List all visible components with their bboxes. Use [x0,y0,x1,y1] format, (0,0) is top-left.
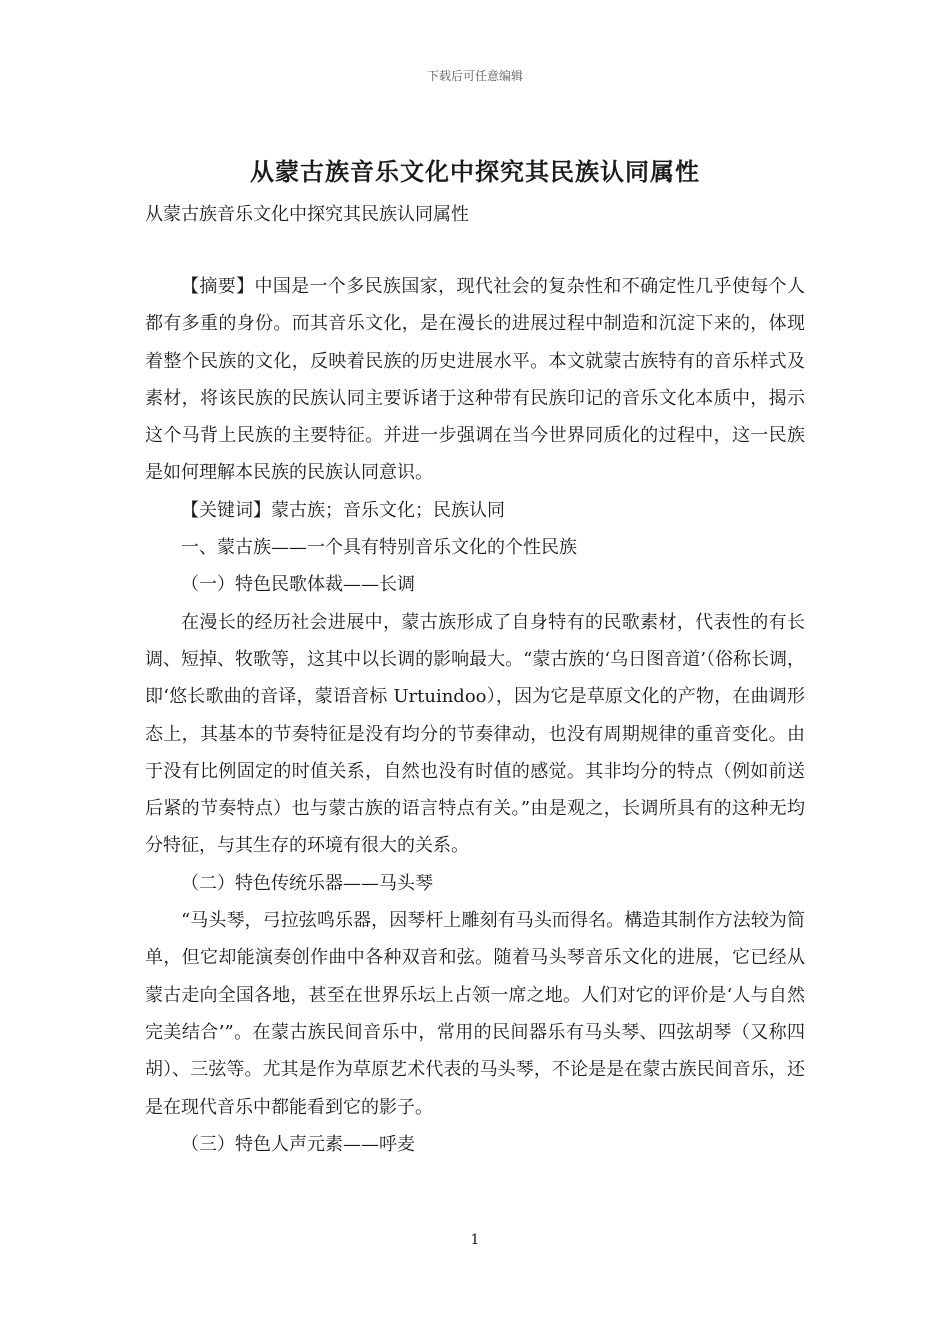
section-heading: 一、蒙古族——一个具有特别音乐文化的个性民族 [181,537,577,559]
body-paragraph: “马头琴，弓拉弦鸣乐器，因琴杆上雕刻有马头而得名。構造其制作方法较为简单，但它却能演奏创作曲中各种双音和弦。随着马头琴音乐文化的进展，它已经从蒙古走向全国各地，甚至在世界乐坛上占领一席之地。人们对它的评价是‘人与自然完美结合’”。在蒙古族民间音乐中，常用的民间器乐有马头琴、四弦胡琴（又称四胡）、三弦等。尤其是作为草原艺术代表的马头琴，不论是是在蒙古族民间音乐，还是在现代音乐中都能看到它的影子。 [145,910,805,1118]
body-paragraph: 在漫长的经历社会进展中，蒙古族形成了自身特有的民歌素材，代表性的有长调、短掉、牧歌等，这其中以长调的影响最大。“蒙古族的‘乌日图音道’（俗称长调，即‘悠长歌曲的音译，蒙语音标 Urtuindoo），因为它是草原文化的产物，在曲调形态上，其基本的节奏特征是没有均分的节奏律动，也没有周期规律的重音变化。由于没有比例固定的时值关系，自然也没有时值的感觉。其非均分的特点（例如前送后紧的节奏特点）也与蒙古族的语言特点有关。”由是观之，长调所具有的这种无均分特征，与其生存的环境有很大的关系。 [145,611,805,857]
subsection-heading: （二）特色传统乐器——马头琴 [181,872,433,894]
document-subtitle: 从蒙古族音乐文化中探究其民族认同属性 [145,204,469,225]
keywords-paragraph: 【关键词】蒙古族；音乐文化；民族认同 [181,499,505,521]
page-number: 1 [470,1232,480,1248]
document-title: 从蒙古族音乐文化中探究其民族认同属性 [250,157,700,186]
document-body [145,268,805,1163]
abstract-paragraph: 【摘要】中国是一个多民族国家，现代社会的复杂性和不确定性几乎使每个人都有多重的身份。而其音乐文化，是在漫长的进展过程中制造和沉淀下来的，体现着整个民族的文化，反映着民族的历史进展水平。本文就蒙古族特有的音乐样式及素材，将该民族的民族认同主要诉诸于这种带有民族印记的音乐文化本质中，揭示这个马背上民族的主要特征。并进一步强调在当今世界同质化的过程中，这一民族是如何理解本民族的民族认同意识。 [145,276,805,484]
subsection-heading: （一）特色民歌体裁——长调 [181,574,415,596]
page-header: 下载后可任意编辑 [426,69,523,83]
subsection-heading: （三）特色人声元素——呼麦 [181,1133,415,1155]
